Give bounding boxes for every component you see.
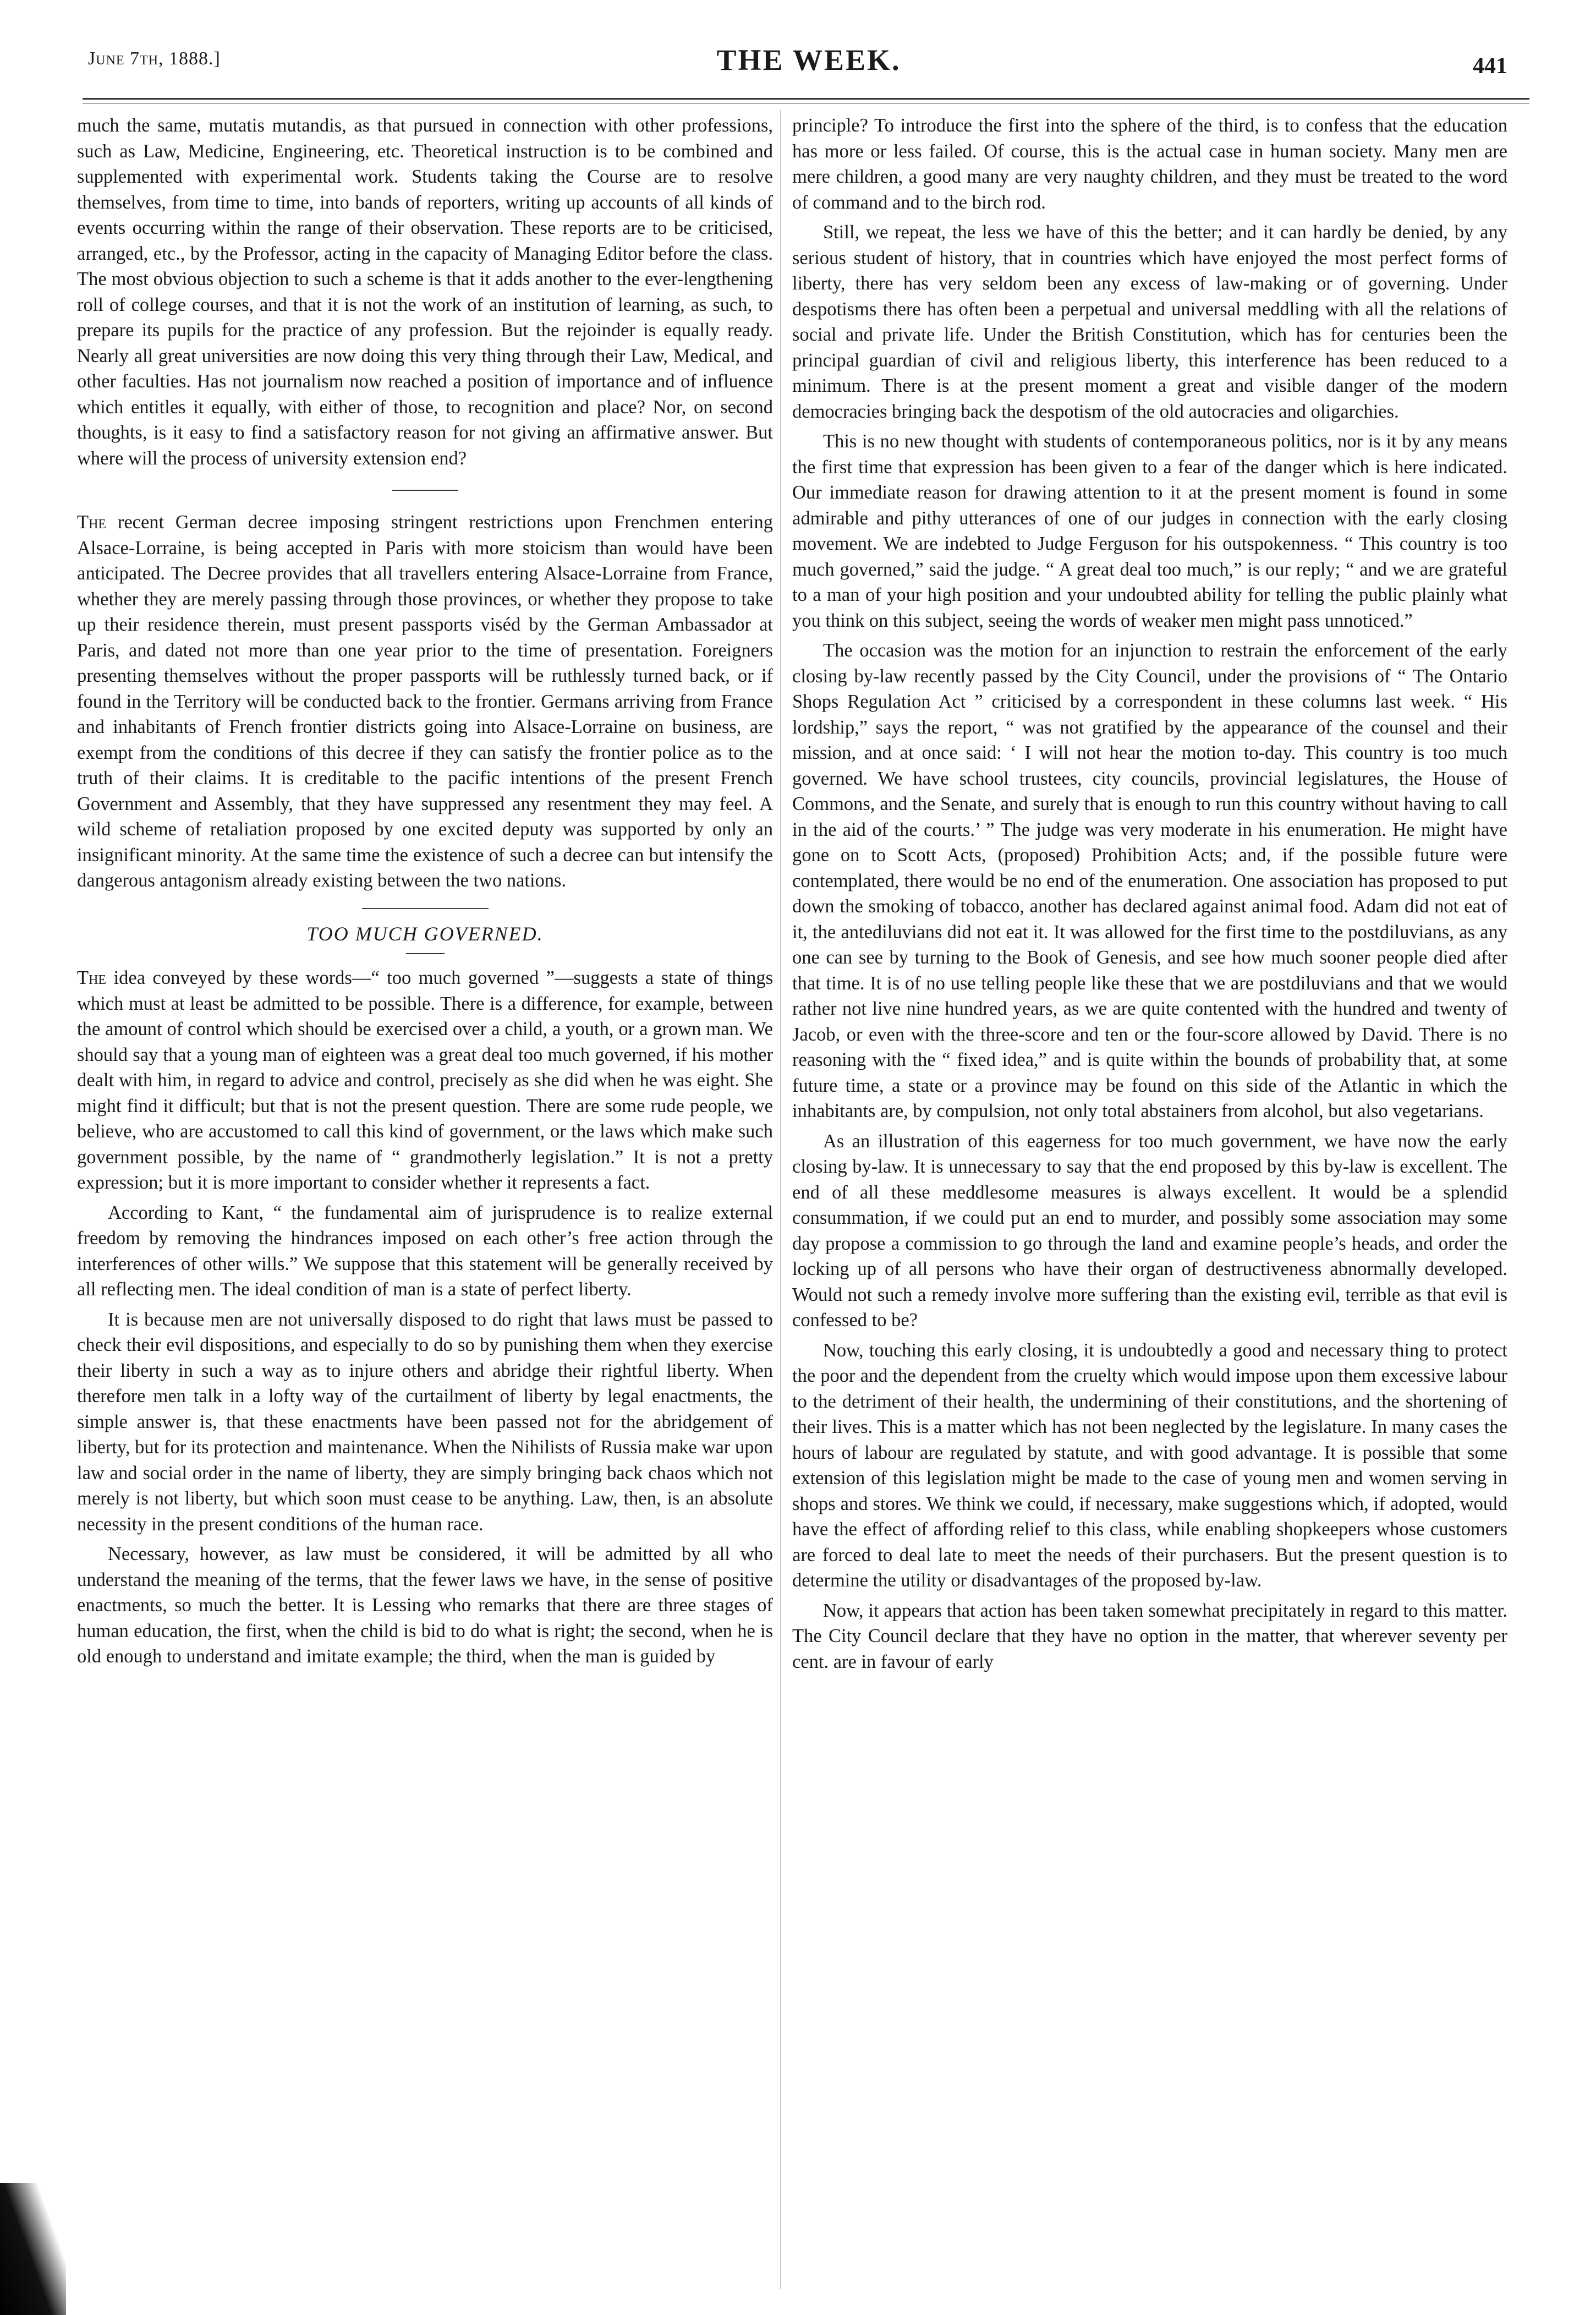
paragraph-too-much-governed bbox=[77, 965, 773, 1196]
publication-title: THE WEEK. bbox=[716, 43, 901, 76]
page-header bbox=[88, 39, 1529, 94]
article-title: TOO MUCH GOVERNED. bbox=[306, 922, 544, 945]
paragraph-journalism-course: much the same, mutatis mutandis, as that pursued in connection with other professions, such as Law, Medicine, Engineering, etc. Theoretical instruction is to be combined and supplemented with experimental work. Students taking the Course are to resolve themselves, from time to time, into bands of reporters, writing up accounts of all kinds of events occurring within the range of their observation. These reports are to be criticised, arranged, etc., by the Professor, acting in the capacity of Managing Editor before the class. The most obvious objection to such a scheme is that it adds another to the ever-lengthening roll of college courses, and that it is not the work of an institution of learning, as such, to prepare its pupils for the practice of any profession. But the rejoinder is equally ready. Nearly all great universities are now doing this very thing through their Law, Medical, and other faculties. Has not journalism now reached a position of importance and of influence which entitles it equally, with either of those, to recognition and place? Nor, on second thoughts, is it easy to find a satisfactory reason for not giving an affirmative answer. But where will the process of university extension end? bbox=[77, 115, 773, 469]
paragraph-city-council: Now, it appears that action has been taken somewhat precipitately in regard to this matter. The City Council declare that they have no option in the matter, that wherever seventy per cent. are in favour of early bbox=[792, 1600, 1507, 1672]
right-column bbox=[792, 113, 1507, 1679]
binding-shadow bbox=[0, 2183, 66, 2315]
paragraph-laws-passed: It is because men are not universally disposed to do right that laws must be passed to check their evil dispositions, and especially to do so by punishing them when they exercise their liberty in such a way as to injure others and abridge their rightful liberty. When therefore men talk in a lofty way of the curtailment of liberty by legal enactments, the simple answer is, that these enactments have been passed not for the abridgement of liberty, but for its protection and maintenance. When the Nihilists of Russia make war upon law and social order in the name of liberty, they are simply bringing back chaos which not merely is not liberty, but which soon must cease to be anything. Law, then, is an absolute necessity in the present conditions of the human race. bbox=[77, 1309, 773, 1535]
issue-date: June 7th, 1888.] bbox=[88, 48, 221, 69]
paragraph-text: idea conveyed by these words—“ too much governed ”—suggests a state of things which must at least be admitted to be possible. There is a difference, for example, between the amount of control which should be exercised over a child, a youth, or a grown man. We should say that a young man of eighteen was a great deal too much governed, if his mother dealt with him, in regard to advice and control, precisely as she did when he was eight. She might find it difficult; but that is not the present question. There are some rude people, we believe, who are accustomed to call this kind of government, or the laws which make such government possible, by the name of “ grandmotherly legislation.” It is not a pretty expression; but it is more important to consider whether it represents a fact. bbox=[77, 967, 773, 1193]
paragraph-less-the-better: Still, we repeat, the less we have of this the better; and it can hardly be denied, by any serious student of history, that in countries which have enjoyed the most perfect forms of liberty, there has very seldom been any excess of law-making or of governing. Under despotisms there has often been a perpetual and universal meddling with all the relations of social and private life. Under the British Constitution, which has for centuries been the principal guardian of civil and religious liberty, this interference has been reduced to a minimum. There is at the present moment a great and visible danger of the modern democracies bringing back the despotism of the old autocracies and oligarchies. bbox=[792, 222, 1507, 422]
lead-word: The bbox=[77, 967, 107, 988]
paragraph-kant: According to Kant, “ the fundamental aim of jurisprudence is to realize external freedom by removing the hindrances imposed on each other’s free action through the interferences of other wills.” We suppose that this statement will be generally received by all reflecting men. The ideal condition of man is a state of perfect liberty. bbox=[77, 1202, 773, 1300]
section-divider bbox=[362, 908, 489, 909]
paragraph-injunction: The occasion was the motion for an injunction to restrain the enforcement of the early closing by-law recently passed by the City Council, under the provisions of “ The Ontario Shops Regulation Act ” criticised by a correspondent in these columns last week. “ His lordship,” says the report, “ was not gratified by the appearance of the counsel and their mission, and at once said: ‘ I will not hear the motion to-day. This country is too much governed. We have school trustees, city councils, provincial legislatures, the House of Commons, and the Senate, and surely that is enough to run this country without having to call in the aid of the courts.’ ” The judge was very moderate in his enumeration. He might have gone on to Scott Acts, (proposed) Prohibition Acts; and, if the possible future were contemplated, there would be no end of the enumeration. One association has proposed to put down the smoking of tobacco, another has declared against animal food. Adam did not eat of it, the antediluvians did not eat it. It was allowed for the first time to the postdiluvians, as any one can see by turning to the Book of Genesis, and see how much sooner people died after that time. It is of no use telling people like these that we are postdiluvians and that we would rather not live nine hundred years, as we are quite contented with the hundred and twenty of Jacob, or even with the three-score and ten or the four-score allowed by David. There is no reasoning with the “ fixed idea,” and is quite within the bounds of probability that, at some future time, a state or a province may be found on this side of the Atlantic in which the inhabitants are, by compulsion, not only total abstainers from alcohol, but also vegetarians. bbox=[792, 640, 1507, 1121]
title-rule bbox=[406, 953, 445, 954]
paragraph-german-decree bbox=[77, 510, 773, 894]
paragraph-protect-the-poor: Now, touching this early closing, it is undoubtedly a good and necessary thing to protect the poor and the dependent from the cruelty which would impose upon them excessive labour to the detriment of their health, the undermining of their constitutions, and the shortening of their lives. This is a matter which has not been neglected by the legislature. In many cases the hours of labour are regulated by statute, and with good advantage. It is possible that some extension of this legislation might be made to the case of young men and women serving in shops and stores. We think we could, if necessary, make suggestions which, if adopted, would have the effect of affording relief to this class, while enabling shopkeepers whose customers are forced to deal late to meet the needs of their purchasers. But the present question is to determine the utility or disadvantages of the proposed by-law. bbox=[792, 1339, 1507, 1591]
page-number: 441 bbox=[1473, 53, 1507, 79]
paragraph-judge-ferguson: This is no new thought with students of contemporaneous politics, nor is it by any means the first time that expression has been given to a fear of the danger which is here indicated. Our immediate reason for drawing attention to it at the present moment is found in some admirable and pithy utterances of one of our judges in connection with the early closing movement. We are indebted to Judge Ferguson for his outspokenness. “ This country is too much governed,” said the judge. “ A great deal too much,” is our reply; “ and we are grateful to a man of your high position and your undoubted ability for telling the public plainly what you think on this subject, seeing the words of weaker men might pass unnoticed.” bbox=[792, 431, 1507, 631]
left-column bbox=[77, 113, 773, 1674]
paragraph-principle: principle? To introduce the first into the sphere of the third, is to confess that the education has more or less failed. Of course, this is the actual case in human society. Many men are mere children, a good many are very naughty children, and they must be treated to the word of command and to the birch rod. bbox=[792, 115, 1507, 213]
section-divider bbox=[392, 490, 458, 491]
header-rule bbox=[83, 98, 1529, 100]
paragraph-early-closing-bylaw: As an illustration of this eagerness for too much government, we have now the early closing by-law. It is unnecessary to say that the end proposed by this by-law is excellent. The end of all these meddlesome measures is always excellent. It would be a splendid consummation, if we could put an end to murder, and possibly some association may some day propose a commission to go through the land and examine people’s heads, and order the locking up of all persons who have their organ of destructiveness abnormally developed. Would not such a remedy involve more suffering than the existing evil, terrible as that evil is confessed to be? bbox=[792, 1130, 1507, 1331]
paragraph-lessing: Necessary, however, as law must be considered, it will be admitted by all who understand the meaning of the terms, that the fewer laws we have, in the sense of positive enactments, so much the better. It is Lessing who remarks that there are three stages of human education, the first, when the child is bid to do what is right; the second, when he is old enough to understand and imitate example; the third, when the man is guided by bbox=[77, 1544, 773, 1667]
column-gutter bbox=[780, 110, 781, 2289]
lead-word: The bbox=[77, 512, 107, 533]
header-rule-thin bbox=[83, 103, 1529, 104]
paragraph-text: recent German decree imposing stringent restrictions upon Frenchmen entering Alsace-Lorraine, is being accepted in Paris with more stoicism than would have been anticipated. The Decree provides that all travellers entering Alsace-Lorraine from France, whether they are merely passing through those provinces, or whether they propose to take up their residence therein, must present passports viséd by the German Ambassador at Paris, and dated not more than one year prior to the time of presentation. Foreigners presenting themselves without the proper passports will be ruthlessly turned back, or if found in the Territory will be conducted back to the frontier. Germans arriving from France and inhabitants of French frontier districts going into Alsace-Lorraine on business, are exempt from the conditions of this decree if they can satisfy the frontier police as to the truth of their claims. It is creditable to the pacific intentions of the present French Government and Assembly, that they have suppressed any resentment they may feel. A wild scheme of retaliation proposed by one excited deputy was supported by only an insignificant minority. At the same time the existence of such a decree can but intensify the dangerous antagonism already existing between the two nations. bbox=[77, 512, 774, 891]
